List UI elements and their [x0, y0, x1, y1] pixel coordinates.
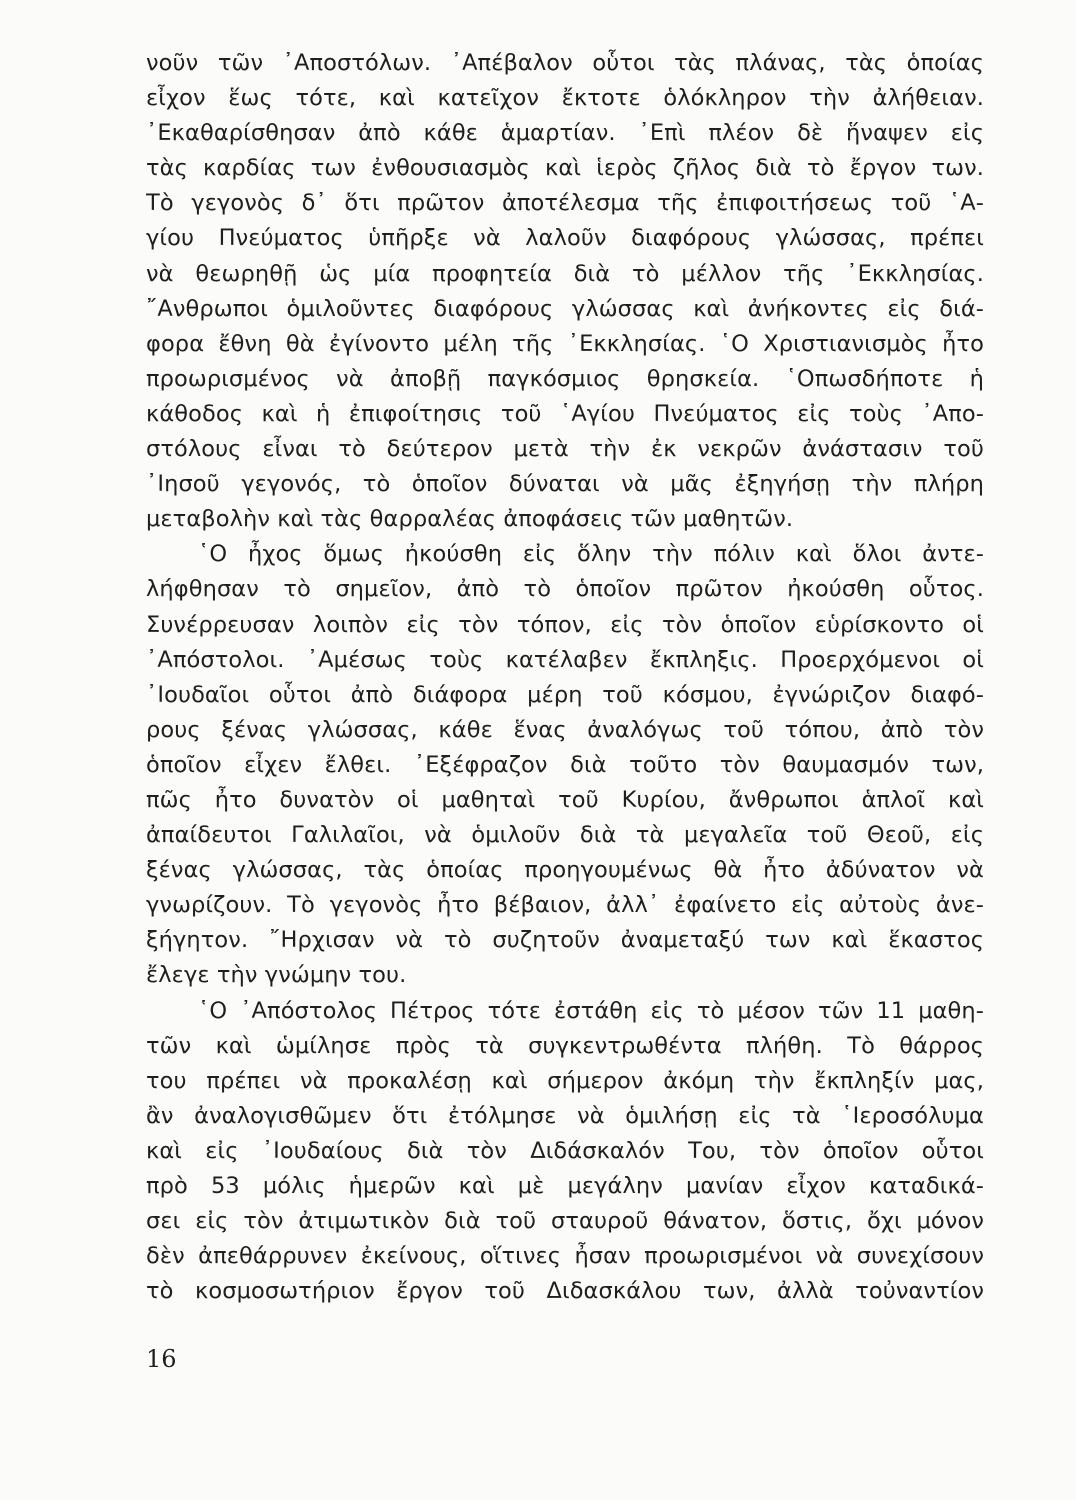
- text-line: προωρισμένος νὰ ἀποβῇ παγκόσμιος θρησκεία. ῾Οπωσδήποτε ἡ: [146, 365, 984, 392]
- text-line: φορα ἔθνη θὰ ἐγίνοντο μέλη τῆς ᾿Εκκλησίας. ῾Ο Χριστιανισμὸς ἦτο: [146, 330, 984, 357]
- text-line: ἂν ἀναλογισθῶμεν ὅτι ἐτόλμησε νὰ ὁμιλήσῃ εἰς τὰ ῾Ιεροσόλυμα: [146, 1102, 984, 1129]
- text-line: τῶν καὶ ὡμίλησε πρὸς τὰ συγκεντρωθέντα πλήθη. Τὸ θάρρος: [146, 1032, 984, 1059]
- body-text: [146, 46, 984, 1309]
- text-line: λήφθησαν τὸ σημεῖον, ἀπὸ τὸ ὁποῖον πρῶτον ἠκούσθη οὗτος.: [146, 576, 984, 603]
- text-line: κάθοδος καὶ ἡ ἐπιφοίτησις τοῦ ῾Αγίου Πνεύματος εἰς τοὺς ᾿Απο-: [146, 400, 984, 427]
- text-line: ῾Ο ἦχος ὅμως ἠκούσθη εἰς ὅλην τὴν πόλιν καὶ ὅλοι ἀντε-: [198, 541, 984, 568]
- text-line: ᾿Απόστολοι. ᾿Αμέσως τοὺς κατέλαβεν ἔκπληξις. Προερχόμενοι οἱ: [146, 646, 984, 673]
- text-line: νοῦν τῶν ᾿Αποστόλων. ᾿Απέβαλον οὗτοι τὰς πλάνας, τὰς ὁποίας: [146, 50, 984, 76]
- text-line: πῶς ἦτο δυνατὸν οἱ μαθηταὶ τοῦ Κυρίου, ἄνθρωποι ἁπλοῖ καὶ: [146, 786, 984, 813]
- text-line: εἶχον ἕως τότε, καὶ κατεῖχον ἔκτοτε ὁλόκληρον τὴν ἀλήθειαν.: [146, 85, 984, 112]
- text-line: δὲν ἀπεθάρρυνεν ἐκείνους, οἵτινες ἦσαν προωρισμένοι νὰ συνεχίσουν: [146, 1243, 984, 1270]
- text-line: του πρέπει νὰ προκαλέσῃ καὶ σήμερον ἀκόμη τὴν ἔκπληξίν μας,: [146, 1067, 984, 1094]
- text-line: μεταβολὴν καὶ τὰς θαρραλέας ἀποφάσεις τῶν μαθητῶν.: [146, 506, 794, 533]
- text-line: Τὸ γεγονὸς δ᾿ ὅτι πρῶτον ἀποτέλεσμα τῆς ἐπιφοιτήσεως τοῦ ῾Α-: [146, 190, 984, 217]
- text-line: ἔλεγε τὴν γνώμην του.: [146, 962, 407, 989]
- text-line: ξήγητον. ῎Ηρχισαν νὰ τὸ συζητοῦν ἀναμεταξύ των καὶ ἕκαστος: [146, 927, 984, 954]
- text-line: ρους ξένας γλώσσας, κάθε ἕνας ἀναλόγως τοῦ τόπου, ἀπὸ τὸν: [146, 716, 984, 743]
- text-line: τὸ κοσμοσωτήριον ἔργον τοῦ Διδασκάλου των, ἀλλὰ τοὐναντίον: [146, 1278, 984, 1305]
- text-line: ὁποῖον εἶχεν ἔλθει. ᾿Εξέφραζον διὰ τοῦτο τὸν θαυμασμόν των,: [146, 751, 984, 778]
- text-line: τὰς καρδίας των ἐνθουσιασμὸς καὶ ἱερὸς ζῆλος διὰ τὸ ἔργον των.: [146, 155, 984, 182]
- text-line: γίου Πνεύματος ὑπῆρξε νὰ λαλοῦν διαφόρους γλώσσας, πρέπει: [146, 225, 984, 252]
- text-line: ξένας γλώσσας, τὰς ὁποίας προηγουμένως θὰ ἦτο ἀδύνατον νὰ: [146, 857, 984, 884]
- text-line: νὰ θεωρηθῇ ὡς μία προφητεία διὰ τὸ μέλλον τῆς ᾿Εκκλησίας.: [146, 260, 984, 287]
- text-line: ῾Ο ᾿Απόστολος Πέτρος τότε ἐστάθη εἰς τὸ μέσον τῶν 11 μαθη-: [198, 997, 984, 1024]
- text-line: ᾿Ιησοῦ γεγονός, τὸ ὁποῖον δύναται νὰ μᾶς ἐξηγήσῃ τὴν πλήρη: [146, 471, 984, 498]
- text-line: ῎Ανθρωποι ὁμιλοῦντες διαφόρους γλώσσας καὶ ἀνήκοντες εἰς διά-: [146, 295, 984, 322]
- text-line: καὶ εἰς ᾿Ιουδαίους διὰ τὸν Διδάσκαλόν Του, τὸν ὁποῖον οὗτοι: [146, 1137, 984, 1164]
- page-number: 16: [146, 1345, 177, 1373]
- text-line: γνωρίζουν. Τὸ γεγονὸς ἦτο βέβαιον, ἀλλ᾿ ἐφαίνετο εἰς αὐτοὺς ἀνε-: [146, 892, 984, 919]
- text-line: ἀπαίδευτοι Γαλιλαῖοι, νὰ ὁμιλοῦν διὰ τὰ μεγαλεῖα τοῦ Θεοῦ, εἰς: [146, 822, 984, 849]
- text-line: πρὸ 53 μόλις ἡμερῶν καὶ μὲ μεγάλην μανίαν εἶχον καταδικά-: [146, 1173, 984, 1199]
- text-line: ᾿Ιουδαῖοι οὗτοι ἀπὸ διάφορα μέρη τοῦ κόσμου, ἐγνώριζον διαφό-: [146, 681, 984, 708]
- text-line: σει εἰς τὸν ἀτιμωτικὸν διὰ τοῦ σταυροῦ θάνατον, ὅστις, ὄχι μόνον: [146, 1208, 984, 1235]
- text-line: στόλους εἶναι τὸ δεύτερον μετὰ τὴν ἐκ νεκρῶν ἀνάστασιν τοῦ: [146, 436, 984, 463]
- text-line: ᾿Εκαθαρίσθησαν ἀπὸ κάθε ἁμαρτίαν. ᾿Επὶ πλέον δὲ ἥναψεν εἰς: [146, 120, 984, 147]
- text-line: Συνέρρευσαν λοιπὸν εἰς τὸν τόπον, εἰς τὸν ὁποῖον εὑρίσκοντο οἱ: [146, 611, 984, 638]
